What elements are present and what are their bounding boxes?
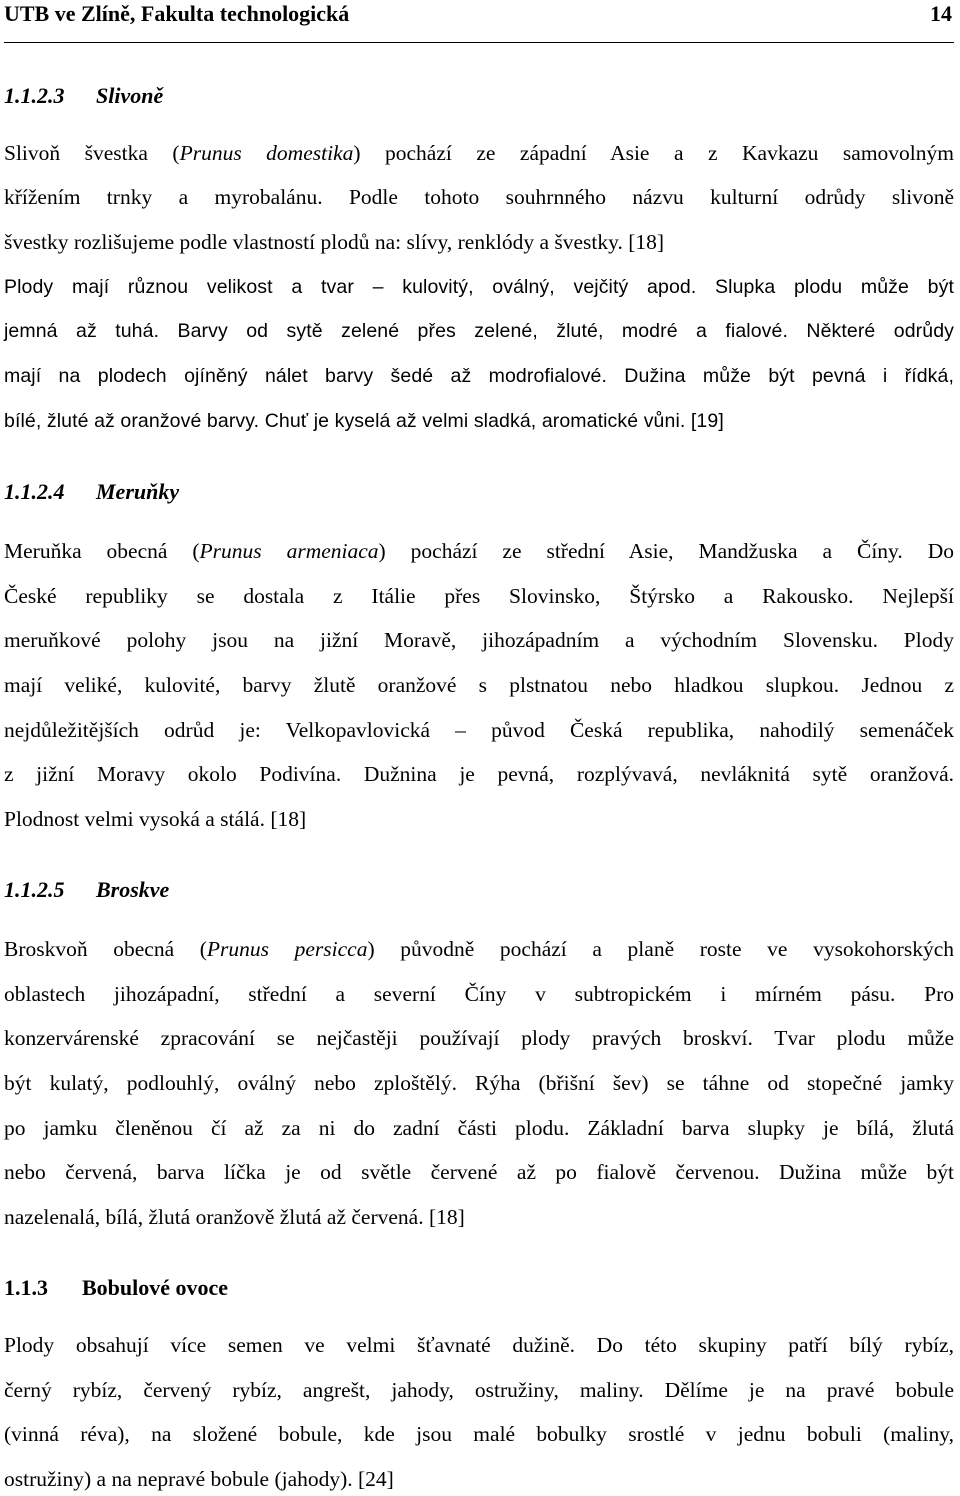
heading-number: 1.1.3	[4, 1275, 48, 1300]
text-line: být kulatý, podlouhlý, oválný nebo zploštělý. Rýha (břišní šev) se táhne od stopečné jamky	[4, 1071, 954, 1095]
text-line: Meruňka obecná (Prunus armeniaca) pochází ze střední Asie, Mandžuska a Číny. Do	[4, 539, 954, 563]
text-line: Broskvoň obecná (Prunus persicca) původně pochází a planě roste ve vysokohorských	[4, 937, 955, 961]
heading-slivone	[4, 82, 163, 110]
page-number: 14	[930, 1, 952, 26]
heading-merunky	[4, 478, 179, 506]
heading-text: Meruňky	[96, 479, 180, 504]
heading-text: Bobulové ovoce	[82, 1275, 229, 1300]
running-header	[4, 0, 954, 43]
text-line: Plody mají různou velikost a tvar – kulovitý, oválný, vejčitý apod. Slupka plodu může být	[4, 276, 954, 298]
text-line: konzervárenské zpracování se nejčastěji používají plody pravých broskví. Tvar plodu může	[4, 1026, 954, 1050]
text-line: mají na plodech ojíněný nálet barvy šedé až modrofialové. Dužina může být pevná i řídká,	[4, 365, 954, 387]
text-line: jemná až tuhá. Barvy od sytě zelené přes zelené, žluté, modré a fialové. Některé odrůdy	[4, 320, 954, 342]
text-line: (vinná réva), na složené bobule, kde jsou malé bobulky srostlé v jednu bobuli (maliny,	[4, 1422, 954, 1446]
text-line: nejdůležitějších odrůd je: Velkopavlovická – původ Česká republika, nahodilý semenáček	[4, 718, 954, 742]
heading-broskve	[4, 876, 169, 904]
heading-number: 1.1.2.4	[4, 479, 65, 504]
text-line: bílé, žluté až oranžové barvy. Chuť je kyselá až velmi sladká, aromatické vůni. [19]	[4, 410, 724, 432]
text-line: nazelenalá, bílá, žlutá oranžově žlutá až červená. [18]	[4, 1205, 465, 1229]
latin-name: Prunus domestika	[179, 141, 354, 165]
text-line: z jižní Moravy okolo Podivína. Dužnina je pevná, rozplývavá, nevláknitá sytě oranžová.	[4, 762, 954, 786]
heading-number: 1.1.2.3	[4, 83, 65, 108]
text-line: švestky rozlišujeme podle vlastností plodů na: slívy, renklódy a švestky. [18]	[4, 230, 665, 254]
text-line: oblastech jihozápadní, střední a severní Číny v subtropickém i mírném pásu. Pro	[4, 982, 954, 1006]
latin-name: Prunus armeniaca	[199, 539, 379, 563]
text-line: Slivoň švestka (Prunus domestika) pochází ze západní Asie a z Kavkazu samovolným	[4, 141, 954, 165]
heading-text: Broskve	[96, 877, 170, 902]
text-line: křížením trnky a myrobalánu. Podle tohoto souhrnného názvu kulturní odrůdy slivoně	[4, 185, 954, 209]
heading-text: Slivoně	[96, 83, 164, 108]
latin-name: Prunus persicca	[206, 937, 368, 961]
heading-number: 1.1.2.5	[4, 877, 65, 902]
text-line: meruňkové polohy jsou na jižní Moravě, jihozápadním a východním Slovensku. Plody	[4, 628, 954, 652]
heading-bobulove-ovoce	[4, 1274, 228, 1302]
text-line: mají veliké, kulovité, barvy žlutě oranžové s plstnatou nebo hladkou slupkou. Jednou z	[4, 673, 954, 697]
text-line: České republiky se dostala z Itálie přes Slovinsko, Štýrsko a Rakousko. Nejlepší	[4, 584, 954, 608]
text-line: černý rybíz, červený rybíz, angrešt, jahody, ostružiny, maliny. Dělíme je na pravé bobule	[4, 1378, 954, 1402]
text-line: nebo červená, barva líčka je od světle červené až po fialově červenou. Dužina může být	[4, 1160, 954, 1184]
header-title: UTB ve Zlíně, Fakulta technologická	[4, 1, 350, 26]
text-line: Plodnost velmi vysoká a stálá. [18]	[4, 807, 307, 831]
text-line: po jamku členěnou čí až za ni do zadní části plodu. Základní barva slupky je bílá, žlutá	[4, 1116, 954, 1140]
text-line: Plody obsahují více semen ve velmi šťavnaté dužině. Do této skupiny patří bílý rybíz,	[4, 1333, 954, 1357]
text-line: ostružiny) a na nepravé bobule (jahody). [24]	[4, 1467, 394, 1491]
